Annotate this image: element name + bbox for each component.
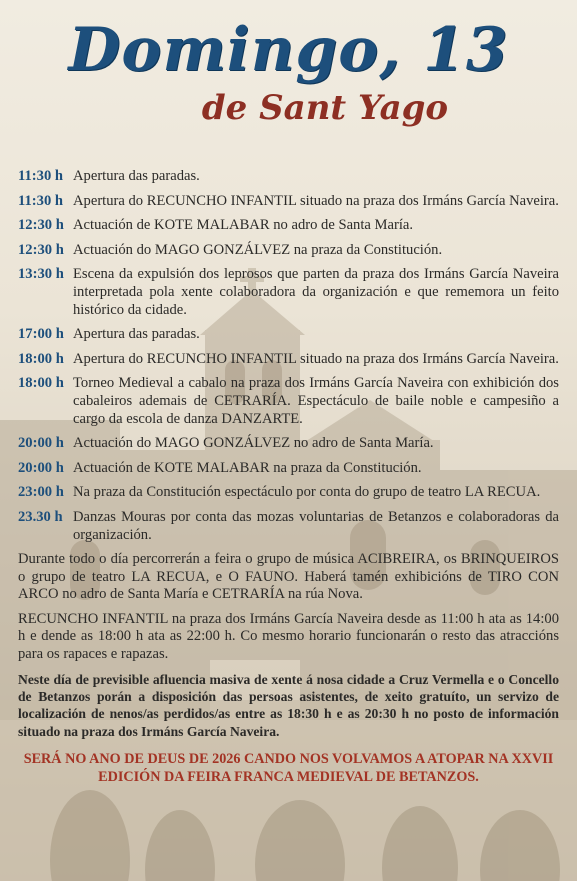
event-time: 23:00 h [18, 484, 64, 501]
program-list [18, 168, 559, 786]
event-row [18, 326, 559, 344]
event-row [18, 484, 559, 502]
event-time: 11:30 h [18, 168, 64, 184]
page-title: Domingo, 13 [68, 15, 509, 85]
event-time: 18:00 h [18, 375, 64, 392]
event-row [18, 351, 559, 369]
event-description: Torneo Medieval a cabalo na praza dos Irmáns García Naveira con exhibición dos cabaleiros ademais de CETRARÍA. Espectáculo de baile noble e campesiño a cargo da escola de danza DANZARTE. [73, 375, 559, 427]
event-row [18, 168, 559, 186]
event-description: Apertura do RECUNCHO INFANTIL situado na praza dos Irmáns García Naveira. [73, 192, 559, 209]
event-description: Actuación do MAGO GONZÁLVEZ na praza da Constitución. [73, 241, 443, 258]
event-row [18, 193, 559, 211]
info-paragraph-performers: Durante todo o día percorrerán a feira o grupo de música ACIBREIRA, os BRINQUEIROS o grupo de teatro LA RECUA, e O FAUNO. Haberá tamén exhibicións de TIRO CON ARCO no adro de Santa María e CETRARÍA na rúa Nova. [18, 551, 559, 603]
event-description: Danzas Mouras por conta das mozas voluntarias de Betanzos e colaboradoras da organización. [73, 508, 559, 543]
info-paragraph-kids-corner: RECUNCHO INFANTIL na praza dos Irmáns García Naveira desde as 11:00 h ata as 14:00 h e dende as 18:00 h ata as 22:00 h. Co mesmo horario funcionarán o resto das atraccións para os rapaces e rapazas. [18, 610, 559, 663]
event-time: 20:00 h [18, 435, 64, 452]
event-time: 23.30 h [18, 508, 63, 525]
event-description: Apertura das paradas. [73, 168, 200, 184]
event-description: Actuación de KOTE MALABAR na praza da Constitución. [73, 459, 422, 476]
lost-children-notice: Neste día de previsible afluencia masiva de xente á nosa cidade a Cruz Vermella e o Concello de Betanzos porán a disposición das persoas asistentes, de xeito gratuíto, un servizo de localización de nenos/as perdidos/as entre as 18:30 h e as 20:30 h no posto de información situado na praza dos Irmáns García Naveira. [18, 671, 559, 739]
event-row [18, 266, 559, 319]
event-row [18, 460, 559, 478]
closing-announcement: SERÁ NO ANO DE DEUS DE 2026 CANDO NOS VOLVAMOS A ATOPAR NA XXVII EDICIÓN DA FEIRA FRANCA MEDIEVAL DE BETANZOS. [23, 751, 554, 786]
event-description: Na praza da Constitución espectáculo por conta do grupo de teatro LA RECUA. [73, 484, 541, 501]
event-time: 20:00 h [18, 459, 64, 476]
page-subtitle: de Sant Yago [201, 88, 449, 128]
event-time: 12:30 h [18, 217, 64, 234]
event-description: Actuación do MAGO GONZÁLVEZ no adro de Santa María. [73, 435, 434, 452]
event-time: 17:00 h [18, 326, 64, 343]
event-time: 13:30 h [18, 266, 64, 283]
event-row [18, 217, 559, 235]
event-row [18, 435, 559, 453]
event-time: 11:30 h [18, 192, 64, 209]
event-time: 12:30 h [18, 241, 64, 258]
event-description: Apertura do RECUNCHO INFANTIL situado na praza dos Irmáns García Naveira. [73, 350, 559, 367]
event-row [18, 375, 559, 428]
event-row [18, 509, 559, 544]
event-description: Apertura das paradas. [73, 326, 200, 343]
event-row [18, 242, 559, 260]
event-description: Escena da expulsión dos leprosos que parten da praza dos Irmáns García Naveira interpretada pola xente colaboradora da organización e que rememora un feito histórico da cidade. [73, 266, 559, 318]
event-description: Actuación de KOTE MALABAR no adro de Santa María. [73, 217, 414, 234]
event-time: 18:00 h [18, 350, 64, 367]
